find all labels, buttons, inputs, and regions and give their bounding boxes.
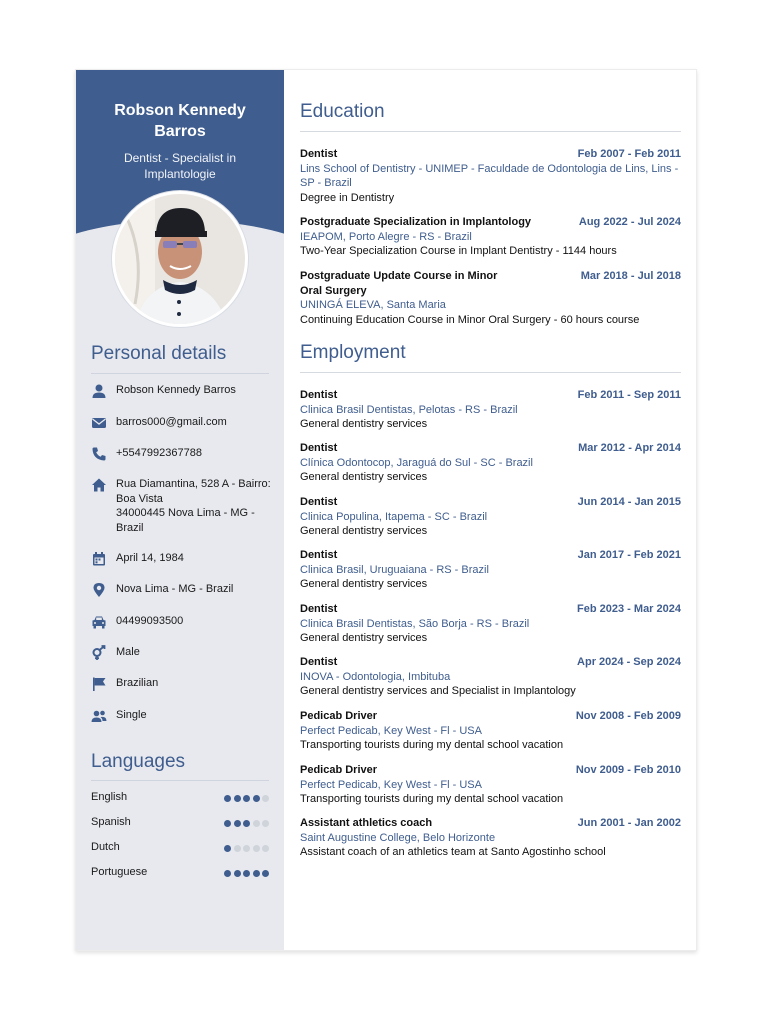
sidebar [76,70,284,950]
language-item [91,816,269,830]
entry-date: Nov 2008 - Feb 2009 [575,710,681,722]
level-dot-filled [224,795,231,802]
entry-date: Jun 2014 - Jan 2015 [577,496,681,508]
language-level [222,868,270,880]
language-level [222,843,270,855]
car-icon [91,614,107,630]
entry-organization: Clinica Populina, Itapema - SC - Brazil [300,510,488,523]
entry-date: Jan 2017 - Feb 2021 [577,549,681,561]
education-entry [300,269,681,327]
entry-role: Dentist [300,549,338,561]
employment-entry [300,709,681,753]
level-dot-empty [262,845,269,852]
language-name: Portuguese [91,866,148,878]
language-item [91,866,269,880]
personal-item-text: +5547992367788 [116,447,202,459]
education-entry [300,147,681,205]
personal-item-text: barros000@gmail.com [116,416,227,428]
language-name: English [91,791,128,803]
entry-date: Feb 2023 - Mar 2024 [577,603,681,615]
entry-description: Continuing Education Course in Minor Oral Surgery - 60 hours course [300,313,640,326]
entry-date: Nov 2009 - Feb 2010 [575,764,681,776]
level-dot-filled [224,820,231,827]
level-dot-empty [243,845,250,852]
personal-details-heading: Personal details [91,343,227,364]
entry-role: Dentist [300,656,338,668]
entry-organization: INOVA - Odontologia, Imbituba [300,670,451,683]
level-dot-empty [253,845,260,852]
level-dot-filled [243,795,250,802]
entry-role: Dentist [300,603,338,615]
divider [300,372,681,373]
entry-description: Degree in Dentistry [300,191,395,204]
language-name: Spanish [91,816,131,828]
entry-organization: Perfect Pedicab, Key West - Fl - USA [300,778,482,791]
employment-entry [300,495,681,539]
level-dot-empty [234,845,241,852]
entry-role: Dentist [300,496,338,508]
personal-item-text: Brazilian [116,677,159,689]
entry-organization: IEAPOM, Porto Alegre - RS - Brazil [300,230,472,243]
language-item [91,791,269,805]
employment-entry [300,655,681,699]
map-pin-icon [91,582,107,598]
entry-organization: Saint Augustine College, Belo Horizonte [300,831,496,844]
employment-entry [300,816,681,860]
divider [300,131,681,132]
entry-organization: Clínica Odontocop, Jaraguá do Sul - SC - Brazil [300,456,533,469]
entry-organization: Perfect Pedicab, Key West - Fl - USA [300,724,482,737]
employment-entry [300,441,681,485]
personal-item-text: Male [116,646,140,658]
envelope-icon [91,415,107,431]
entry-role: Postgraduate Update Course in Minor Oral Surgery [300,270,498,297]
level-dot-empty [262,820,269,827]
people-icon [91,708,107,724]
entry-role: Pedicab Driver [300,764,378,776]
entry-description: General dentistry services [300,525,428,537]
entry-date: Aug 2022 - Jul 2024 [578,216,681,228]
language-name: Dutch [91,841,120,853]
language-level [222,818,270,830]
employment-entry [300,548,681,592]
level-dot-filled [234,870,241,877]
entry-date: Jun 2001 - Jan 2002 [577,817,681,829]
entry-date: Feb 2011 - Sep 2011 [577,389,681,401]
level-dot-filled [253,870,260,877]
entry-role: Dentist [300,148,338,160]
avatar-photo [115,194,245,324]
avatar [112,191,248,327]
entry-description: General dentistry services [300,632,428,644]
personal-item-text: 04499093500 [116,615,184,627]
level-dot-filled [234,820,241,827]
entry-description: Transporting tourists during my dental school vacation [300,793,564,805]
entry-description: General dentistry services [300,578,428,590]
personal-item-text: Single [116,709,147,721]
employment-heading: Employment [300,342,406,363]
personal-item-text: April 14, 1984 [116,552,184,564]
entry-description: General dentistry services and Specialist in Implantology [300,685,576,697]
personal-item-text: Nova Lima - MG - Brazil [116,583,234,595]
entry-organization: Clinica Brasil Dentistas, São Borja - RS - Brazil [300,617,530,630]
user-icon [91,383,107,399]
entry-date: Mar 2012 - Apr 2014 [578,442,681,454]
education-entry [300,215,681,259]
level-dot-filled [253,795,260,802]
entry-role: Dentist [300,389,338,401]
level-dot-filled [243,870,250,877]
profile-title: Dentist - Specialist in Implantologie [123,151,237,181]
employment-entry [300,602,681,646]
gender-icon [91,645,107,661]
employment-entry [300,388,681,432]
entry-organization: UNINGÁ ELEVA, Santa Maria [300,299,446,311]
entry-description: Transporting tourists during my dental school vacation [300,739,564,751]
entry-description: Two-Year Specialization Course in Implant Dentistry - 1144 hours [300,245,617,257]
entry-organization: Clinica Brasil, Uruguaiana - RS - Brazil [300,563,489,576]
personal-item-text: Rua Diamantina, 528 A - Bairro: Boa Vista 34000445 Nova Lima - MG - Brazil [116,478,271,534]
level-dot-filled [224,870,231,877]
resume-page [75,69,697,951]
entry-description: General dentistry services [300,418,428,430]
entry-role: Dentist [300,442,338,454]
level-dot-filled [262,870,269,877]
language-level [222,793,270,805]
level-dot-filled [234,795,241,802]
entry-description: General dentistry services [300,471,428,483]
personal-item-text: Robson Kennedy Barros [116,384,236,396]
calendar-icon [91,551,107,567]
phone-icon [91,446,107,462]
level-dot-filled [243,820,250,827]
flag-icon [91,676,107,692]
employment-entry [300,763,681,807]
level-dot-empty [253,820,260,827]
entry-role: Postgraduate Specialization in Implantology [300,216,532,228]
entry-date: Mar 2018 - Jul 2018 [580,270,681,282]
entry-organization: Lins School of Dentistry - UNIMEP - Faculdade de Odontologia de Lins, Lins - SP - Brazil [300,162,679,189]
education-heading: Education [300,101,385,122]
level-dot-empty [262,795,269,802]
entry-role: Pedicab Driver [300,710,378,722]
entry-date: Apr 2024 - Sep 2024 [577,656,681,668]
home-icon [91,477,107,493]
entry-organization: Clinica Brasil Dentistas, Pelotas - RS - Brazil [300,403,518,416]
language-item [91,841,269,855]
languages-heading: Languages [91,751,186,772]
profile-name: Robson Kennedy Barros [114,102,246,140]
divider [91,373,269,374]
entry-role: Assistant athletics coach [300,817,433,829]
entry-description: Assistant coach of an athletics team at Santo Agostinho school [300,846,606,858]
entry-date: Feb 2007 - Feb 2011 [577,148,681,160]
divider [91,780,269,781]
level-dot-filled [224,845,231,852]
